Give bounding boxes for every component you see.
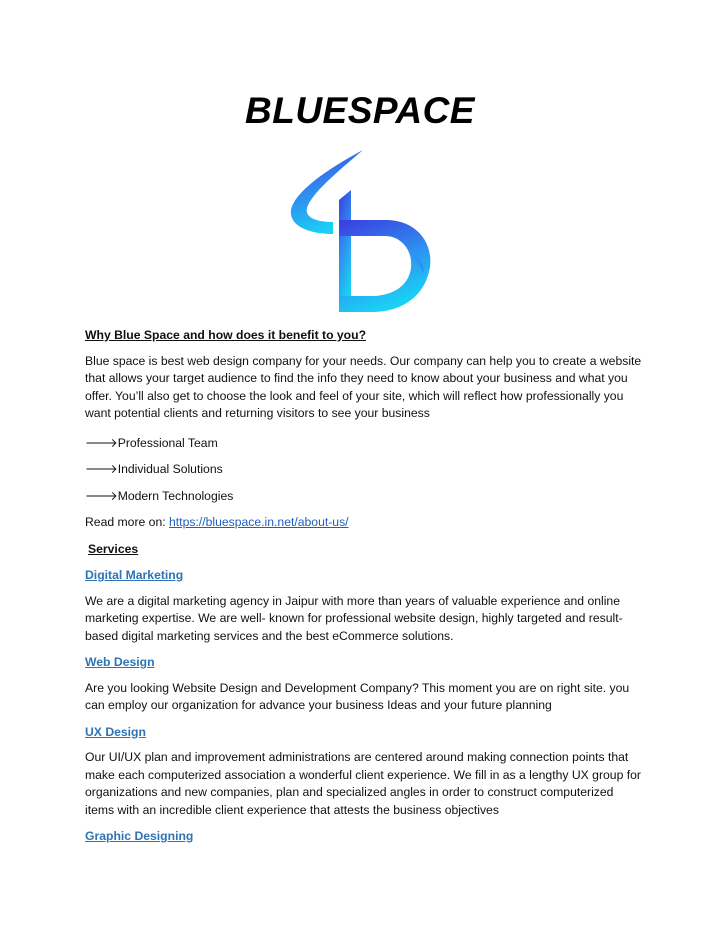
arrow-right-icon: 🡒 [85,488,118,503]
service-title-web-design[interactable]: Web Design [85,655,155,669]
service-title-digital-marketing[interactable]: Digital Marketing [85,568,184,582]
read-more-label: Read more on: [85,515,170,529]
arrow-right-icon: 🡒 [85,462,118,476]
service-title-graphic-designing[interactable]: Graphic Designing [85,829,194,843]
bluespace-logo-icon [285,150,435,315]
arrow-right-icon: 🡒 [85,435,118,450]
service-title-ux-design[interactable]: UX Design [85,724,146,739]
feature-label: Modern Technologies [117,488,234,503]
feature-label: Individual Solutions [117,462,223,476]
services-heading: Services [88,541,139,556]
service-text: We are a digital marketing agency in Jaipur with more than years of valuable experience and online marketing expertise. We are well- known for professional website design, highly targeted and result-based digital marketing services and the best eCommerce solutions. [85,593,623,643]
intro-paragraph: Blue space is best web design company for your needs. Our company can help you to create a website that allows your target audience to find the info they need to know about your business and what you offer. You’ll also get to choose the look and feel of your site, which will reflect how professionally you want potential clients and returning visitors to see your business [85,353,642,420]
service-text: Our UI/UX plan and improvement administrations are centered around making connection points that make each computerized association a wonderful client experience. We fill in as a lengthy UX group for organizations and new companies, plan and specialized angles in order to construct computerized items with an incredible client experience that attests the business objectives [85,750,641,817]
service-text: Are you looking Website Design and Development Company? This moment you are on right site. you can employ our organization for advance your business Ideas and your future planning [85,680,630,712]
page-title: BLUESPACE [245,90,475,131]
read-more [85,514,645,532]
services-heading-wrap [85,541,645,559]
document-body [85,327,645,854]
about-us-link[interactable]: https://bluespace.in.net/about-us/ [169,515,349,529]
intro-heading: Why Blue Space and how does it benefit to you? [85,328,367,342]
feature-item [85,488,645,506]
feature-label: Professional Team [117,435,218,450]
feature-item [85,435,645,453]
feature-item [85,461,645,479]
